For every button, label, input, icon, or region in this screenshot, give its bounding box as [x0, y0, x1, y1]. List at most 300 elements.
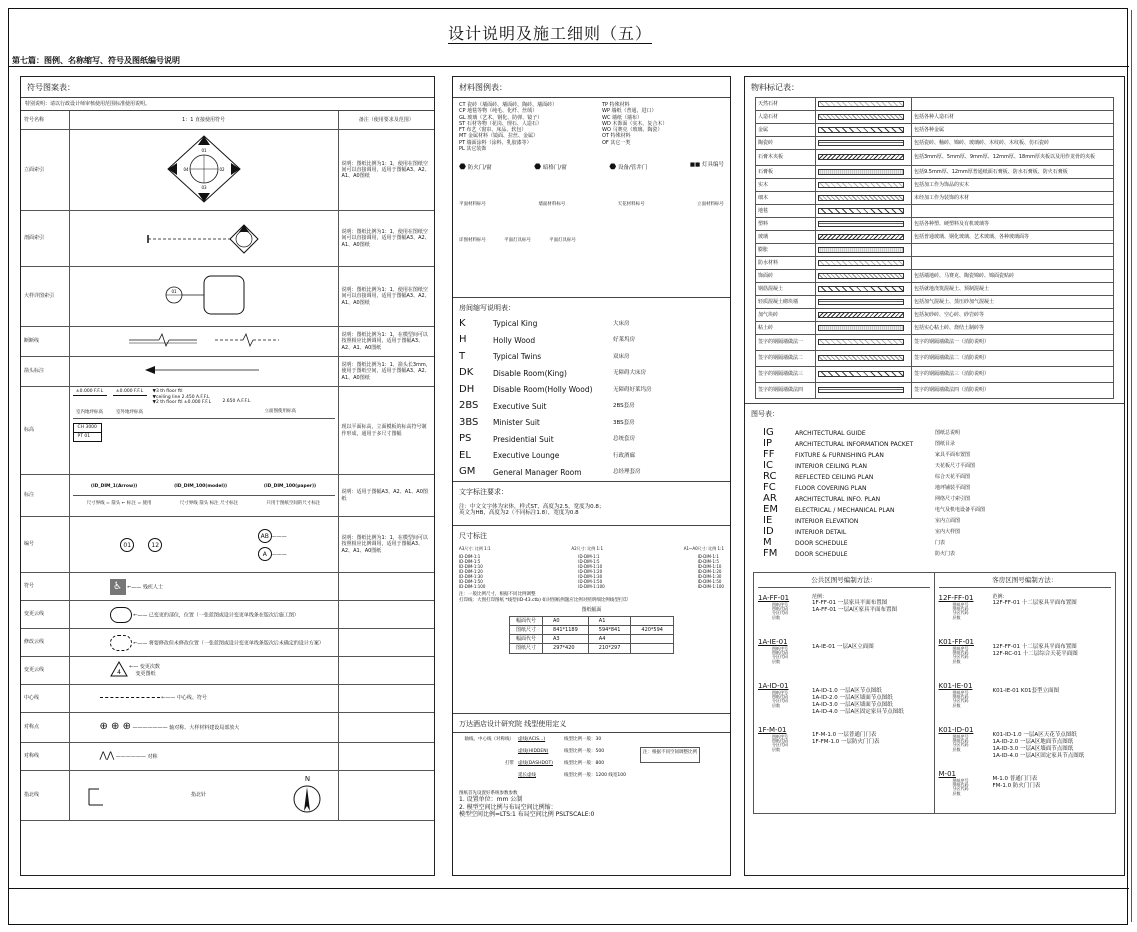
row-remark: 说明：图纸比例为1：1，使用在图纸空间可以直接调用，适用于图幅A3、A2、A1、A0图纸	[338, 129, 434, 210]
panel-note: 特别说明：请以行政设计师审核使用范围标准使用说明。	[21, 98, 434, 111]
row-name: 对称点	[21, 713, 69, 743]
detail-index-symbol	[134, 270, 274, 320]
symbol-panel	[20, 76, 435, 876]
list-item: H Holly Wood 好莱坞房	[459, 334, 636, 346]
symmetry-line-drawing: ⋀⋀ —————— 对称	[69, 743, 338, 771]
material-swatch-cell	[816, 322, 912, 335]
list-item: FF FIXTURE & FURNISHING PLAN 家具平面布置图	[763, 449, 971, 460]
material-code: CT 瓷砖（墙面砖、墙面砖、陶砖、墙面砖）	[459, 102, 558, 108]
material-swatch	[818, 221, 904, 227]
list-item: 轴线、中心线（对称线） 虚线(ACIS...) 线型比例一般：30	[464, 736, 602, 742]
tag-caption: 天花材料标号	[617, 202, 645, 207]
material-swatch	[818, 101, 904, 107]
table-row	[756, 124, 1114, 137]
chapter-heading: 第七篇：图例、名称缩写、符号及图纸编号说明	[12, 56, 180, 65]
centre-line-drawing: ←—— 中心线、符号	[69, 685, 338, 713]
grid-bubble: 01	[120, 538, 134, 552]
dim-caption: 只用于图纸空间的尺寸标注	[266, 501, 321, 506]
material-swatch	[818, 371, 904, 377]
list-item: IP ARCHITECTURAL INFORMATION PACKET 图纸目录	[763, 438, 956, 449]
material-code: WO 马赛克（玻璃、陶瓷）	[602, 127, 663, 133]
numbering-example-line: 1A-ID-4.0 一层A区固定家具节点图纸	[992, 752, 1085, 759]
unit-line: 1. 设置单位：mm 公制	[459, 796, 523, 804]
table-row	[756, 98, 1114, 111]
symmetry-point-label: 轴对称、大样材料建设局部放大	[169, 725, 240, 731]
list-item: 2BS Executive Suit 2BS套房	[459, 400, 635, 412]
material-swatch	[818, 182, 904, 188]
grid-bubble: 12	[148, 538, 162, 552]
material-swatch-cell	[816, 179, 912, 192]
numbering-part: 图纸代码	[952, 606, 969, 612]
svg-text:4: 4	[116, 669, 121, 677]
material-name: 人造石材	[756, 111, 816, 124]
numbering-part: 层数	[772, 614, 780, 620]
table-header-row	[21, 111, 434, 129]
material-swatch-cell	[816, 351, 912, 367]
material-code: TP 特殊材料	[602, 102, 630, 108]
linetype-note-box: 注：根据不同空间调整比例	[640, 747, 700, 763]
numbering-example	[758, 594, 930, 632]
table-row	[756, 111, 1114, 124]
material-swatch	[818, 299, 904, 305]
row-remark	[338, 685, 434, 713]
list-item: PS Presidential Suit 总统套房	[459, 433, 636, 445]
material-name: 塑料	[756, 218, 816, 231]
svg-text:03: 03	[200, 184, 207, 190]
cloud-icon	[110, 607, 132, 623]
material-swatch-cell	[816, 205, 912, 218]
table-row: 幅面代号 A3 A4	[510, 635, 674, 644]
material-swatch-cell	[816, 124, 912, 137]
material-code: OF 其它一类	[602, 139, 631, 146]
list-item: IG ARCHITECTURAL GUIDE 图纸总说明	[763, 427, 961, 438]
row-name: 编号	[21, 517, 69, 573]
wheelchair-icon: ♿	[110, 579, 126, 595]
material-desc: 包括瓷砖、釉砖、锦砖、玻璃砖、木纹砖、木纹板、仿石瓷砖	[912, 137, 1114, 150]
table-row	[756, 205, 1114, 218]
ch-tag	[73, 423, 102, 441]
list-item: FC FLOOR COVERING PLAN 地坪铺装平面图	[763, 482, 971, 493]
revision-triangle-icon	[110, 661, 128, 679]
material-name: 签字的钢隔墙做法四	[756, 383, 816, 399]
numbering-part: 图纸序号	[772, 689, 788, 695]
list-item: 虚线(HIDDEN) 线型比例一般：500	[518, 748, 605, 754]
table-row	[756, 218, 1114, 231]
numbering-title: 客房区图号编制方法：	[939, 576, 1112, 588]
numbering-part: 图纸代码	[952, 650, 969, 656]
tag-caption: 平面材料标号	[459, 202, 486, 207]
row-remark	[338, 743, 434, 771]
material-desc: 包括普通玻璃、钢化玻璃、艺术玻璃、各种玻璃面等	[912, 231, 1114, 244]
table-row	[756, 192, 1114, 205]
row-remark	[338, 771, 434, 821]
list-item: RC REFLECTED CEILING PLAN 综合天花平面图	[763, 471, 971, 482]
level-drawing	[69, 387, 338, 475]
north-letter: N	[304, 775, 311, 783]
row-remark	[338, 713, 434, 743]
row-remark: 说明：图纸比例为1：1，在模型间可以按照相应比例调用，适用于图幅A3、A2、A1、A0图纸	[338, 517, 434, 573]
dim-style: (ID_DIM_1(Arrow))	[90, 484, 138, 490]
guest-numbering	[935, 573, 1116, 813]
tag-row	[459, 238, 724, 244]
numbering-part: 图纸代码	[772, 606, 788, 612]
table-row	[756, 283, 1114, 296]
dim-header: A2尺寸: 比例 1:1	[571, 546, 603, 551]
room-list	[453, 316, 730, 481]
material-code: FT 布艺（窗帘、床品、软包）	[459, 127, 527, 133]
cloud-label: 已变更的部位，位置（一张蓝图或设计变更单线条在版次后施工图）	[148, 612, 299, 618]
material-name: 细木	[756, 192, 816, 205]
section-heading: 万达酒店设计研究院 线型使用定义	[459, 720, 567, 728]
list-item: FM DOOR SCHEDULE 防火门表	[763, 548, 956, 559]
numbering-part: 图纸代码	[772, 738, 788, 744]
material-name: 金属	[756, 124, 816, 137]
material-swatch	[818, 208, 904, 214]
numbering-code: K01-IE-01	[938, 681, 973, 690]
numbering-part: 层数	[772, 746, 780, 752]
table-row	[21, 475, 434, 517]
numbering-part: 层数	[952, 790, 961, 796]
material-desc: 包括各种金属	[912, 124, 1114, 137]
dim-caption: 尺寸界线 = 箭头 ← 标注 = 使用	[86, 501, 152, 506]
material-code: MT 金属材料（镜面、拉丝、金属）	[459, 133, 538, 140]
numbering-example	[939, 770, 1112, 808]
numbering-part: 图纸代码	[772, 650, 788, 656]
list-item: ID INTERIOR DETAIL 室内大样图	[763, 526, 961, 537]
numbering-part: 层数	[952, 746, 961, 752]
material-swatch-cell	[816, 270, 912, 283]
list-item: 3BS Minister Suit 3BS套房	[459, 416, 635, 428]
table-row	[756, 367, 1114, 383]
numbering-example	[758, 682, 930, 720]
unit-line: 2. 模型空间比例与布局空间比例缩：	[459, 803, 557, 811]
level-value: ▼2 th floor ftl ±0.000 F.F.L	[152, 400, 212, 406]
numbering-part: 图纸序号	[772, 645, 788, 651]
material-code: OT 特殊材料	[602, 133, 631, 140]
legend-item: ⬣ 防火门/窗	[459, 162, 492, 171]
public-numbering	[754, 573, 935, 813]
material-name: 加气块砖	[756, 309, 816, 322]
material-desc: 包括就地浇筑混凝土、预制混凝土	[912, 283, 1114, 296]
table-row	[756, 179, 1114, 192]
numbering-code: K01-FF-01	[938, 637, 975, 646]
material-swatch-cell	[816, 137, 912, 150]
legend-item: ⬣ 设备/管井门	[609, 162, 648, 171]
dim-note: 注：一般比例尺寸，根据不同比例调整	[459, 592, 536, 597]
dim-headers	[459, 546, 724, 551]
numbering-part: 分区代码	[772, 610, 788, 616]
material-desc: 包括实心粘土砖、烧结土制砖等	[912, 322, 1114, 335]
row-remark	[338, 601, 434, 629]
level-symbols	[73, 389, 335, 419]
level-value: ±0.000 F.F.L	[113, 389, 147, 396]
row-name: 断断线	[21, 327, 69, 357]
table-row	[21, 573, 434, 601]
material-desc	[912, 98, 1114, 111]
materials-panel	[452, 76, 731, 876]
north-arrow	[292, 775, 322, 816]
table-row	[756, 137, 1114, 150]
row-remark	[338, 657, 434, 685]
numbering-part: 分区代码	[952, 742, 969, 748]
row-remark: 说明：图纸比例为1：1，箭头长3mm，使用于图纸空间，适用于图幅A3、A2、A1、A0图纸	[338, 357, 434, 387]
numbering-part: 图纸序号	[952, 645, 969, 651]
section-heading: 文字标注要求：	[453, 481, 730, 500]
material-desc: 包括加工作为饰品的实木	[912, 179, 1114, 192]
material-name: 玻璃	[756, 231, 816, 244]
material-swatch-cell	[816, 98, 912, 111]
table-row	[21, 657, 434, 685]
material-code: PT 墙面涂料（涂料、乳胶漆等）	[459, 139, 532, 146]
requirement-line: 注：中文文字体为宋体，样式ST，高度为2.5，宽度为0.8；	[459, 503, 605, 510]
door-legend	[459, 162, 724, 172]
level-value: 2.650 A.F.F.L	[222, 399, 251, 404]
numbering-example-line: 12F-FF-01 十二层家具平面布置图	[992, 600, 1077, 607]
abbreviation-list	[745, 422, 1124, 560]
symbol-table	[21, 111, 434, 821]
divider	[8, 888, 1129, 889]
tag-row	[459, 202, 724, 208]
linetype-list	[459, 737, 634, 785]
material-name: 石膏板	[756, 166, 816, 179]
border-strip	[1131, 10, 1132, 922]
dim-drawing	[69, 475, 338, 517]
axis-bubbles: AB ——— A ———	[258, 529, 287, 561]
list-item: EM ELECTRICAL / MECHANICAL PLAN 电气及机电设备平面图	[763, 504, 986, 515]
numbering-example	[939, 726, 1112, 764]
ceiling-height-symbols	[73, 419, 335, 441]
numbering-example-line: 1A-ID-2.0 一层A区墙面节点图纸	[812, 694, 893, 701]
level-value: ▼3 th floor ftl	[152, 389, 183, 394]
numbering-code: 1F-M-01	[758, 725, 787, 734]
example-label: 范例：	[992, 593, 1008, 600]
numbering-part: 分区代码	[952, 610, 969, 616]
row-name: 箭头标注	[21, 357, 69, 387]
numbering-part: 分区代码	[772, 698, 788, 704]
numbering-part: 层数	[952, 614, 961, 620]
material-name: 地毯	[756, 205, 816, 218]
row-name: 剖面索引	[21, 211, 69, 267]
list-item: IC INTERIOR CEILING PLAN 天花板尺寸平面图	[763, 460, 976, 471]
material-name: 饰面砖	[756, 270, 816, 283]
numbering-example-line: 1A-ID-1.0 一层A区节点图纸	[812, 687, 882, 694]
cloud-drawing: ←—— 已变更的部位，位置（一张蓝图或设计变更单线条在版次后施工图）	[69, 601, 338, 629]
row-remark: 说明：图纸比例为1：1，使用在图纸空间可以直接调用，适用于图幅A3、A2、A1、A0图纸	[338, 211, 434, 267]
numbering-example	[758, 638, 930, 676]
material-swatch	[818, 355, 904, 361]
material-desc	[912, 257, 1114, 270]
break-line-drawing	[69, 327, 338, 357]
list-item: 打带 虚线(DASHDOT) 线型比例一般：800	[505, 760, 605, 766]
level-marker-icon	[85, 785, 105, 807]
material-swatch-cell	[816, 192, 912, 205]
numbering-example-line: K01-IE-01 K01套型立面图	[992, 687, 1060, 694]
material-swatch	[818, 195, 904, 201]
material-code: PL 其它装饰	[459, 145, 487, 152]
pt-value: PT 01	[73, 432, 101, 441]
table-row	[21, 517, 434, 573]
dim-column: ID-DIM-1:1 ID-DIM-1:5 ID-DIM-1:10 ID-DIM-1:20 ID-DIM-1:30 ID-DIM-1:50 ID-DIM-1:100	[459, 554, 486, 589]
level-value: ±0.000 F.F.L	[73, 389, 107, 396]
section-heading: 图号表：	[745, 403, 1124, 422]
list-item: M DOOR SCHEDULE 门表	[763, 537, 946, 548]
tag-caption: 墙面材料标号	[538, 202, 566, 207]
material-desc: 包括9.5mm厚、12mm厚普通纸面石膏板、防水石膏板、防火石膏板	[912, 166, 1114, 179]
elevation-index-drawing	[69, 129, 338, 210]
numbering-part: 分区代码	[952, 786, 969, 792]
break-line-symbol	[119, 330, 289, 350]
material-name: 天然石材	[756, 98, 816, 111]
dim-styles	[73, 484, 335, 496]
material-code: GL 玻璃（艺术、钢化、防弹、镜子）	[459, 114, 543, 121]
material-swatch	[818, 339, 904, 345]
elevation-index-symbol	[164, 132, 244, 206]
material-swatch	[818, 273, 904, 279]
material-swatch-cell	[816, 367, 912, 383]
numbering-part: 分区代码	[952, 654, 969, 660]
material-swatch-cell	[816, 383, 912, 399]
legend-item: ■■ 灯具编号	[689, 162, 724, 168]
section-heading: 房间缩写说明表：	[459, 304, 515, 312]
material-swatch	[818, 234, 904, 240]
table-row	[21, 685, 434, 713]
row-name: 变更云线	[21, 601, 69, 629]
row-name: 大样详图索引	[21, 267, 69, 327]
row-name: 符号	[21, 573, 69, 601]
list-item: DK Disable Room(King) 无障碍大床房	[459, 367, 647, 379]
north-label: 指北针	[190, 792, 206, 799]
numbering-code: M-01	[938, 769, 956, 778]
numbering-part: 图纸代码	[952, 782, 969, 788]
material-swatch-cell	[816, 231, 912, 244]
panel-heading: 符号图案表：	[21, 77, 434, 98]
page-title: 设计说明及施工细则（五）	[448, 24, 653, 43]
material-mark-table-wrap	[745, 97, 1124, 399]
revision-drawing: 4 ←— 变更次数 变更图纸	[69, 657, 338, 685]
numbering-part: 分区代码	[772, 654, 788, 660]
list-item: T Typical Twins 双床房	[459, 350, 630, 362]
table-row	[756, 166, 1114, 179]
material-name: 钢筋混凝土	[756, 283, 816, 296]
north-symbols	[73, 775, 335, 816]
table-row	[756, 296, 1114, 309]
list-item: DH Disable Room(Holly Wood) 无障碍好莱坞房	[459, 383, 652, 395]
material-swatch-cell	[816, 111, 912, 124]
material-swatch	[818, 247, 904, 253]
numbering-title: 公共区图号编制方法：	[758, 576, 930, 588]
table-row: 幅面代号 A0 A1	[510, 616, 674, 625]
row-remark: 说明：图纸比例为1：1，在模型间可以按照相应比例调用，适用于图幅A3、A2、A1、A0图纸	[338, 327, 434, 357]
material-desc: 包括墙地砖、马赛克、陶瓷锦砖、锦面瓷贴砖	[912, 270, 1114, 283]
row-name: 中心线	[21, 685, 69, 713]
material-swatch	[818, 387, 904, 393]
material-swatch	[818, 114, 904, 120]
detail-index-drawing	[69, 267, 338, 327]
material-name: 轻质混凝土砌块墙	[756, 296, 816, 309]
numbering-part: 层数	[772, 658, 780, 664]
unit-note: 图纸首先设置好系统参数参数	[459, 790, 518, 796]
numbering-part: 层数	[952, 658, 961, 664]
dim-column: ID-DIM-1:1 ID-DIM-1:5 ID-DIM-1:10 ID-DIM-1:20 ID-DIM-1:30 ID-DIM-1:50 ID-DIM-1:100	[697, 554, 724, 589]
level-value: ▼ceiling line 2.450 A.F.F.L	[152, 394, 210, 400]
list-item: GM General Manager Room 总经理套房	[459, 466, 641, 478]
panel-heading: 物料标记表：	[751, 83, 799, 92]
tag-caption: 详图材料标号	[459, 237, 486, 243]
wheelchair-drawing: ♿ ←—— 残疾人士	[69, 573, 338, 601]
tag-caption: 立面材料标号	[696, 202, 724, 207]
level-caption: 室外地坪标高	[116, 409, 143, 415]
axis-bubble: AB	[258, 529, 272, 543]
numbering-part: 层数	[772, 702, 780, 708]
level-label	[73, 389, 107, 415]
material-name: 签字的钢隔墙做法三	[756, 367, 816, 383]
numbering-part: 图纸序号	[952, 689, 969, 695]
table-row	[21, 601, 434, 629]
material-swatch-cell	[816, 257, 912, 270]
numbering-example-line: 1A-ID-3.0 一层A区墙面节点图纸	[992, 745, 1074, 752]
material-swatch	[818, 286, 904, 292]
change-label: 变更次数	[139, 664, 160, 671]
table-row	[756, 383, 1114, 399]
section-index-drawing	[69, 211, 338, 267]
material-code-list	[602, 102, 667, 152]
table-row	[21, 629, 434, 657]
row-remark	[338, 573, 434, 601]
table-row	[756, 309, 1114, 322]
centre-line	[100, 697, 160, 698]
numbering-example-line: 1A-ID-3.0 一层A区墙面节点图纸	[812, 701, 893, 708]
numbering-part: 分区代码	[772, 742, 788, 748]
list-item: IE INTERIOR ELEVATION 室内立面图	[763, 515, 961, 526]
material-mark-table	[755, 97, 1114, 399]
material-code: WP 墙纸（普通、进口）	[602, 108, 657, 115]
table-row	[21, 387, 434, 475]
table-row	[756, 335, 1114, 351]
material-code-lists	[459, 102, 724, 152]
dim-caption: 尺寸界线 箭头 标注 尺寸标注	[179, 501, 239, 506]
level-caption: 立面图使用标高	[264, 409, 296, 414]
material-swatch-cell	[816, 218, 912, 231]
numbering-example-line: 12F-RC-01 十二层综合天花平面图	[992, 650, 1078, 657]
table-row: 图纸尺寸 841*1189 594*841 420*594	[510, 625, 674, 634]
material-code: WD 木饰面（实木、复合木）	[602, 120, 668, 127]
dim-style: (ID_DIM_100(model))	[174, 484, 228, 490]
material-desc: 未经加工作为装饰的木材	[912, 192, 1114, 205]
material-desc: 包括各种塑、硬塑料及有机玻璃等	[912, 218, 1114, 231]
paper-size-table	[509, 616, 674, 654]
svg-text:02: 02	[218, 166, 225, 172]
table-row	[756, 257, 1114, 270]
list-item: EL Executive Lounge 行政酒廊	[459, 449, 636, 461]
dim-columns	[459, 554, 724, 589]
material-code: ST 石材等物（花岗、理石、人造石）	[459, 120, 542, 127]
grid-bubbles	[120, 538, 162, 552]
numbering-part: 图纸代码	[772, 694, 788, 700]
cloud-drawing: ←—— 将要修改但未修改位置（一张蓝图或设计变更单线条版次后未确定的设计方案）	[69, 629, 338, 657]
requirement-line: 英文为HB，高度为2（不同标注1.8），宽度为0.8	[459, 510, 579, 517]
cloud-label: 将要修改但未修改位置（一张蓝图或设计变更单线条版次后未确定的设计方案）	[148, 640, 324, 646]
row-name: 标高	[21, 387, 69, 475]
row-remark: 说明：适用于图幅A3、A2、A1、A0图纸	[338, 475, 434, 517]
svg-text:04: 04	[182, 166, 189, 172]
material-swatch-cell	[816, 150, 912, 166]
material-name: 签字的钢隔墙做法一	[756, 335, 816, 351]
numbering-part: 图纸序号	[952, 733, 969, 739]
material-swatch	[818, 127, 904, 133]
row-name: 标注	[21, 475, 69, 517]
material-legend	[453, 98, 730, 298]
table-row	[756, 351, 1114, 367]
